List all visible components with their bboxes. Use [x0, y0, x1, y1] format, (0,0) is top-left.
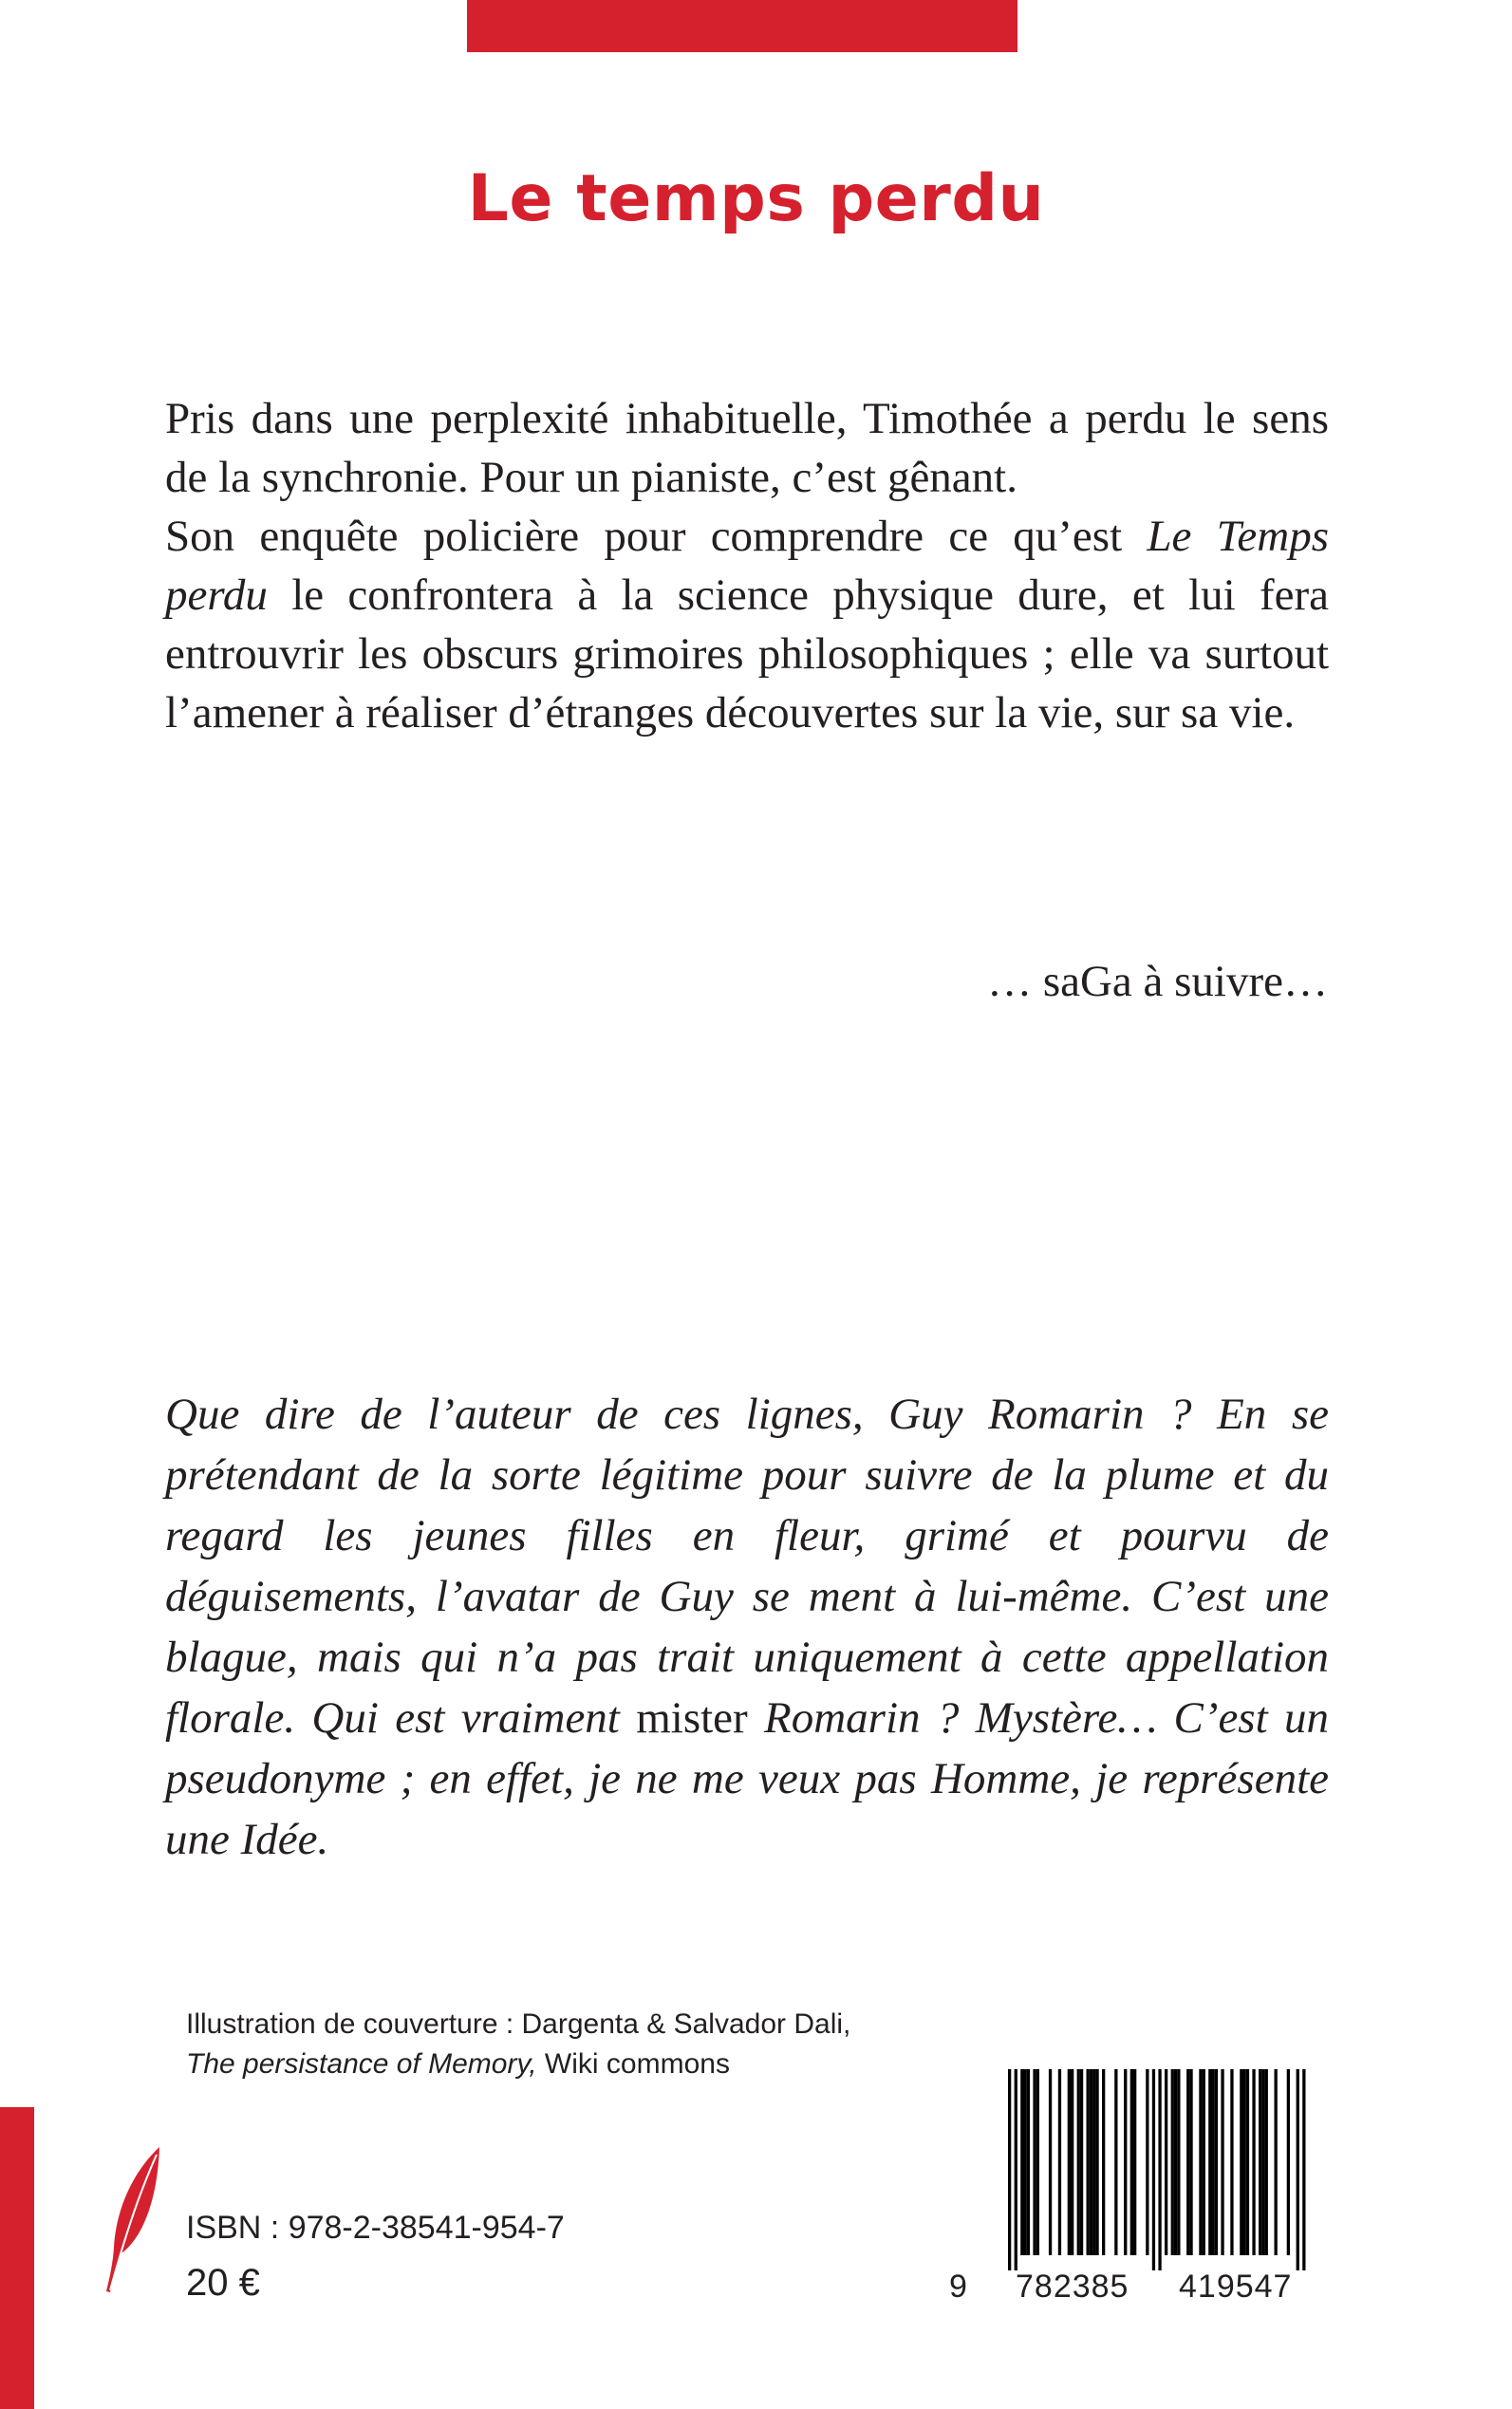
- blurb-sentence-1: Pris dans une perplexité inhabituelle, Timothée a perdu le sens de la synchronie. Pour un pianiste, c’est gênant.: [165, 394, 1329, 502]
- blurb-book-title: Le Temps perdu: [165, 512, 1329, 620]
- barcode-bar: [1080, 2069, 1083, 2255]
- author-note-part2: Romarin ? Mystère… C’est un pseudonyme ; en effet, je ne me veux pas Homme, je représente une Idée.: [165, 1693, 1329, 1864]
- barcode-bar: [1259, 2069, 1261, 2255]
- price: 20 €: [186, 2262, 260, 2304]
- barcode-bar: [1158, 2069, 1161, 2270]
- author-note: [165, 1384, 1329, 1870]
- barcode-bar: [1208, 2069, 1211, 2255]
- artwork-title: The persistance of Memory,: [186, 2048, 537, 2080]
- barcode-bar: [1102, 2069, 1105, 2255]
- barcode-bar: [1146, 2069, 1148, 2255]
- barcode-bar: [1230, 2069, 1233, 2255]
- barcode-bar: [1033, 2069, 1036, 2255]
- barcode-bar: [1302, 2069, 1305, 2270]
- artwork-source: Wiki commons: [536, 2048, 730, 2080]
- barcode-bar: [1036, 2069, 1039, 2255]
- saga-note: … saGa à suivre…: [987, 957, 1328, 1006]
- barcode-bar: [1133, 2069, 1136, 2255]
- barcode-bar: [1092, 2069, 1095, 2255]
- barcode-bar: [1240, 2069, 1242, 2255]
- barcode-bar: [1020, 2069, 1023, 2255]
- barcode-bar: [1287, 2069, 1290, 2255]
- barcode-bar: [1297, 2069, 1299, 2270]
- blurb-text: [165, 389, 1329, 742]
- barcode-bar: [1058, 2069, 1061, 2255]
- barcode-bar: [1261, 2069, 1264, 2255]
- author-note-mister: mister: [636, 1693, 748, 1743]
- author-note-part1: Que dire de l’auteur de ces lignes, Guy Romarin ? En se prétendant de la sorte légitime pour suivre de la plume et du regard les jeunes filles en fleur, grimé et pourvu de déguisements, l’avatar de Guy se ment à lui-même. C’est une blague, mais qui n’a pas trait uniquement à cette appellation florale. Qui est vraiment: [165, 1390, 1329, 1743]
- barcode-bar: [1215, 2069, 1218, 2255]
- barcode-bar: [1090, 2069, 1092, 2255]
- side-accent-bar: [0, 2107, 34, 2409]
- blurb-sentence-2-start: Son enquête policière pour comprendre ce qu’est: [165, 512, 1148, 561]
- barcode-bar: [1203, 2069, 1205, 2255]
- barcode: [949, 2069, 1340, 2270]
- isbn: ISBN : 978-2-38541-954-7: [186, 2210, 565, 2246]
- barcode-bar: [1221, 2069, 1223, 2255]
- book-title: Le temps perdu: [467, 161, 1045, 236]
- cover-credit-line2: [186, 2045, 850, 2084]
- barcode-bar: [1212, 2069, 1215, 2255]
- barcode-bar: [1130, 2069, 1133, 2255]
- barcode-bar: [1087, 2069, 1090, 2255]
- barcode-bar: [1265, 2069, 1268, 2255]
- barcode-bar: [1015, 2069, 1017, 2270]
- top-accent-bar: [467, 0, 1017, 52]
- barcode-bar: [1124, 2069, 1127, 2255]
- barcode-bar: [1246, 2069, 1249, 2255]
- barcode-bar: [1243, 2069, 1246, 2255]
- barcode-bar: [1174, 2069, 1177, 2255]
- barcode-bar: [1171, 2069, 1174, 2255]
- blurb-sentence-2-end: le confrontera à la science physique dure, et lui fera entrouvrir les obscurs grimoires philosophiques ; elle va surtout l’amener à réaliser d’étranges découvertes sur la vie, sur sa vie.: [165, 570, 1329, 738]
- quill-feather-icon: [104, 2143, 171, 2295]
- barcode-bar: [1165, 2069, 1167, 2255]
- cover-credit-line1: Illustration de couverture : Dargenta & Salvador Dali,: [186, 2008, 851, 2040]
- barcode-bar: [1024, 2069, 1027, 2255]
- barcode-bar: [1049, 2069, 1052, 2255]
- barcode-bar: [1008, 2069, 1011, 2270]
- cover-credit: [186, 2005, 850, 2084]
- barcode-bar: [1186, 2069, 1189, 2255]
- barcode-bar: [1077, 2069, 1080, 2255]
- barcode-digit-first: 9: [949, 2269, 968, 2305]
- barcode-bar: [1177, 2069, 1180, 2255]
- barcode-bar: [1189, 2069, 1192, 2255]
- barcode-bar: [1068, 2069, 1071, 2255]
- barcode-bar: [1152, 2069, 1155, 2270]
- barcode-bar: [1252, 2069, 1255, 2255]
- barcode-bar: [1114, 2069, 1117, 2255]
- barcode-bar: [1199, 2069, 1202, 2255]
- barcode-group-2: 419547: [1179, 2269, 1293, 2305]
- barcode-bar: [1275, 2069, 1278, 2255]
- barcode-bar: [1095, 2069, 1098, 2255]
- barcode-group-1: 782385: [1016, 2269, 1129, 2305]
- barcode-bar: [1027, 2069, 1030, 2255]
- barcode-bar: [1071, 2069, 1073, 2255]
